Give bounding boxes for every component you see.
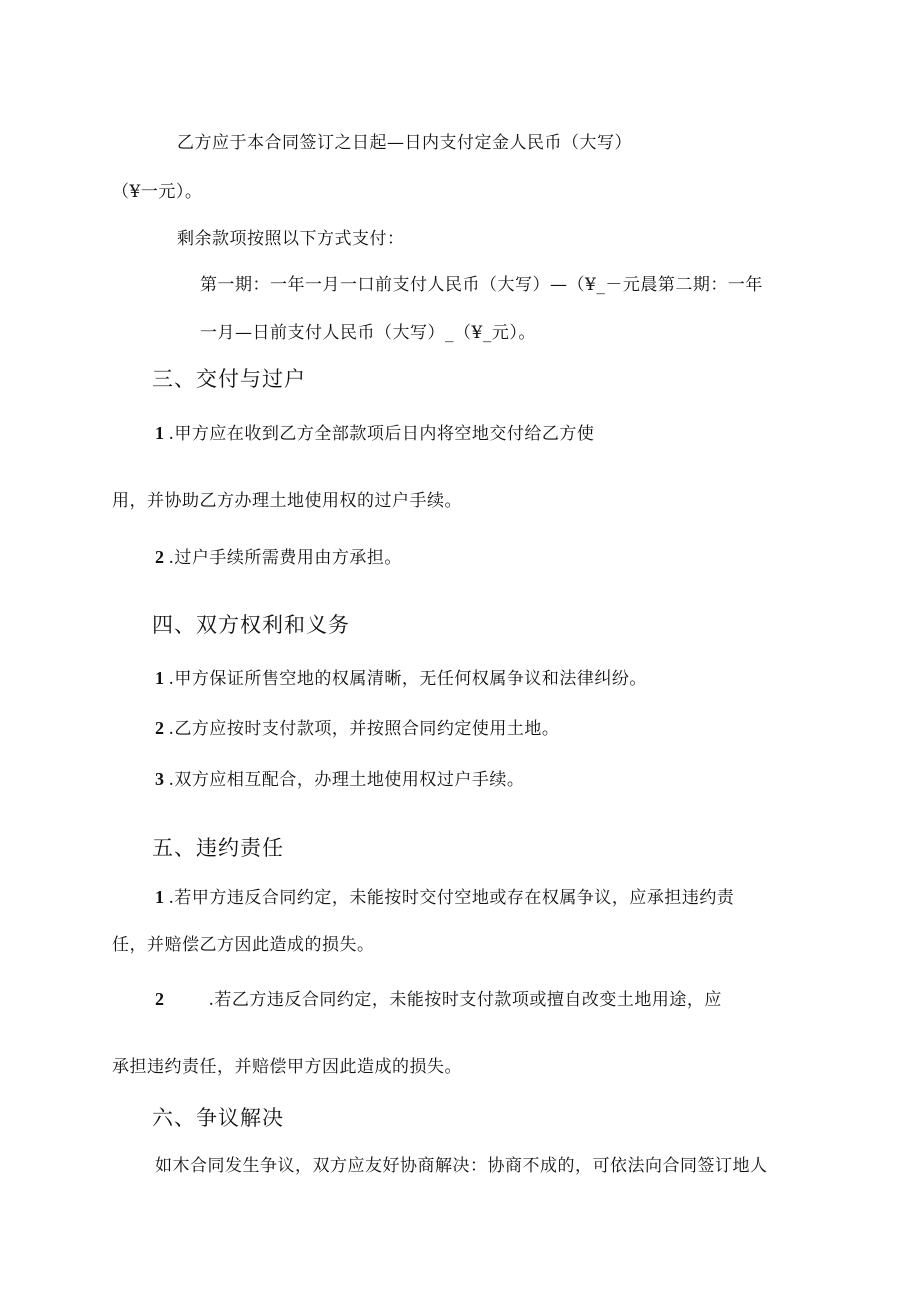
- section5-title: 五、违约责任: [152, 836, 284, 860]
- section4-item1-text: .甲方保证所售空地的权属清晰，无任何权属争议和法律纠纷。: [168, 669, 647, 689]
- section3-item1: [155, 421, 594, 446]
- section3-item1-text: .甲方应在收到乙方全部款项后日内将空地交付给乙方使: [168, 424, 595, 444]
- section5-item1-number: 1: [155, 887, 165, 907]
- remaining-intro: 剩余款项按照以下方式支付：: [177, 229, 405, 249]
- section5-item1-text: .若甲方违反合同约定，未能按时交付空地或存在权属争议，应承担违约责: [168, 888, 735, 908]
- section5-item2: [155, 987, 722, 1012]
- section5-item2-number: 2: [155, 989, 165, 1009]
- section3-item2: [155, 545, 402, 570]
- section6-title: 六、争议解决: [152, 1106, 284, 1130]
- section5-item1: [155, 885, 734, 910]
- section4-item3-number: 3: [155, 769, 165, 789]
- section5-item1-continuation: 任，并赔偿乙方因此造成的损失。: [112, 935, 375, 955]
- installment-line-1: 第一期：一年一月一口前支付人民币（大写）—（¥_－元晨第二期：一年: [200, 275, 763, 295]
- section6-body-line-1: 如木合同发生争议，双方应友好协商解决：协商不成的，可依法向合同签订地人: [155, 1156, 768, 1176]
- section4-item2: [155, 716, 559, 741]
- section3-item1-number: 1: [155, 423, 165, 443]
- section5-item2-text: .若乙方违反合同约定，未能按时支付款项或擅自改变土地用途，应: [208, 990, 722, 1010]
- section4-item1-number: 1: [155, 668, 165, 688]
- section3-title: 三、交付与过户: [152, 367, 306, 391]
- section4-item1: [155, 666, 647, 691]
- section4-title: 四、双方权利和义务: [152, 613, 350, 637]
- section3-item2-text: .过户手续所需费用由方承担。: [168, 548, 402, 568]
- section4-item3: [155, 767, 524, 792]
- section4-item3-text: .双方应相互配合，办理土地使用权过户手续。: [168, 770, 525, 790]
- deposit-line-2: （¥一元）。: [112, 182, 203, 202]
- section4-item2-number: 2: [155, 718, 165, 738]
- section5-item2-continuation: 承担违约责任，并赔偿甲方因此造成的损失。: [112, 1057, 462, 1077]
- installment-line-2: 一月—日前支付人民币（大写）_（¥_元）。: [200, 323, 536, 343]
- section3-item2-number: 2: [155, 547, 165, 567]
- deposit-line-1: 乙方应于本合同签订之日起—日内支付定金人民币（大写）: [177, 133, 632, 153]
- section4-item2-text: .乙方应按时支付款项，并按照合同约定使用土地。: [168, 719, 560, 739]
- section3-item1-continuation: 用，并协助乙方办理土地使用权的过户手续。: [112, 491, 462, 511]
